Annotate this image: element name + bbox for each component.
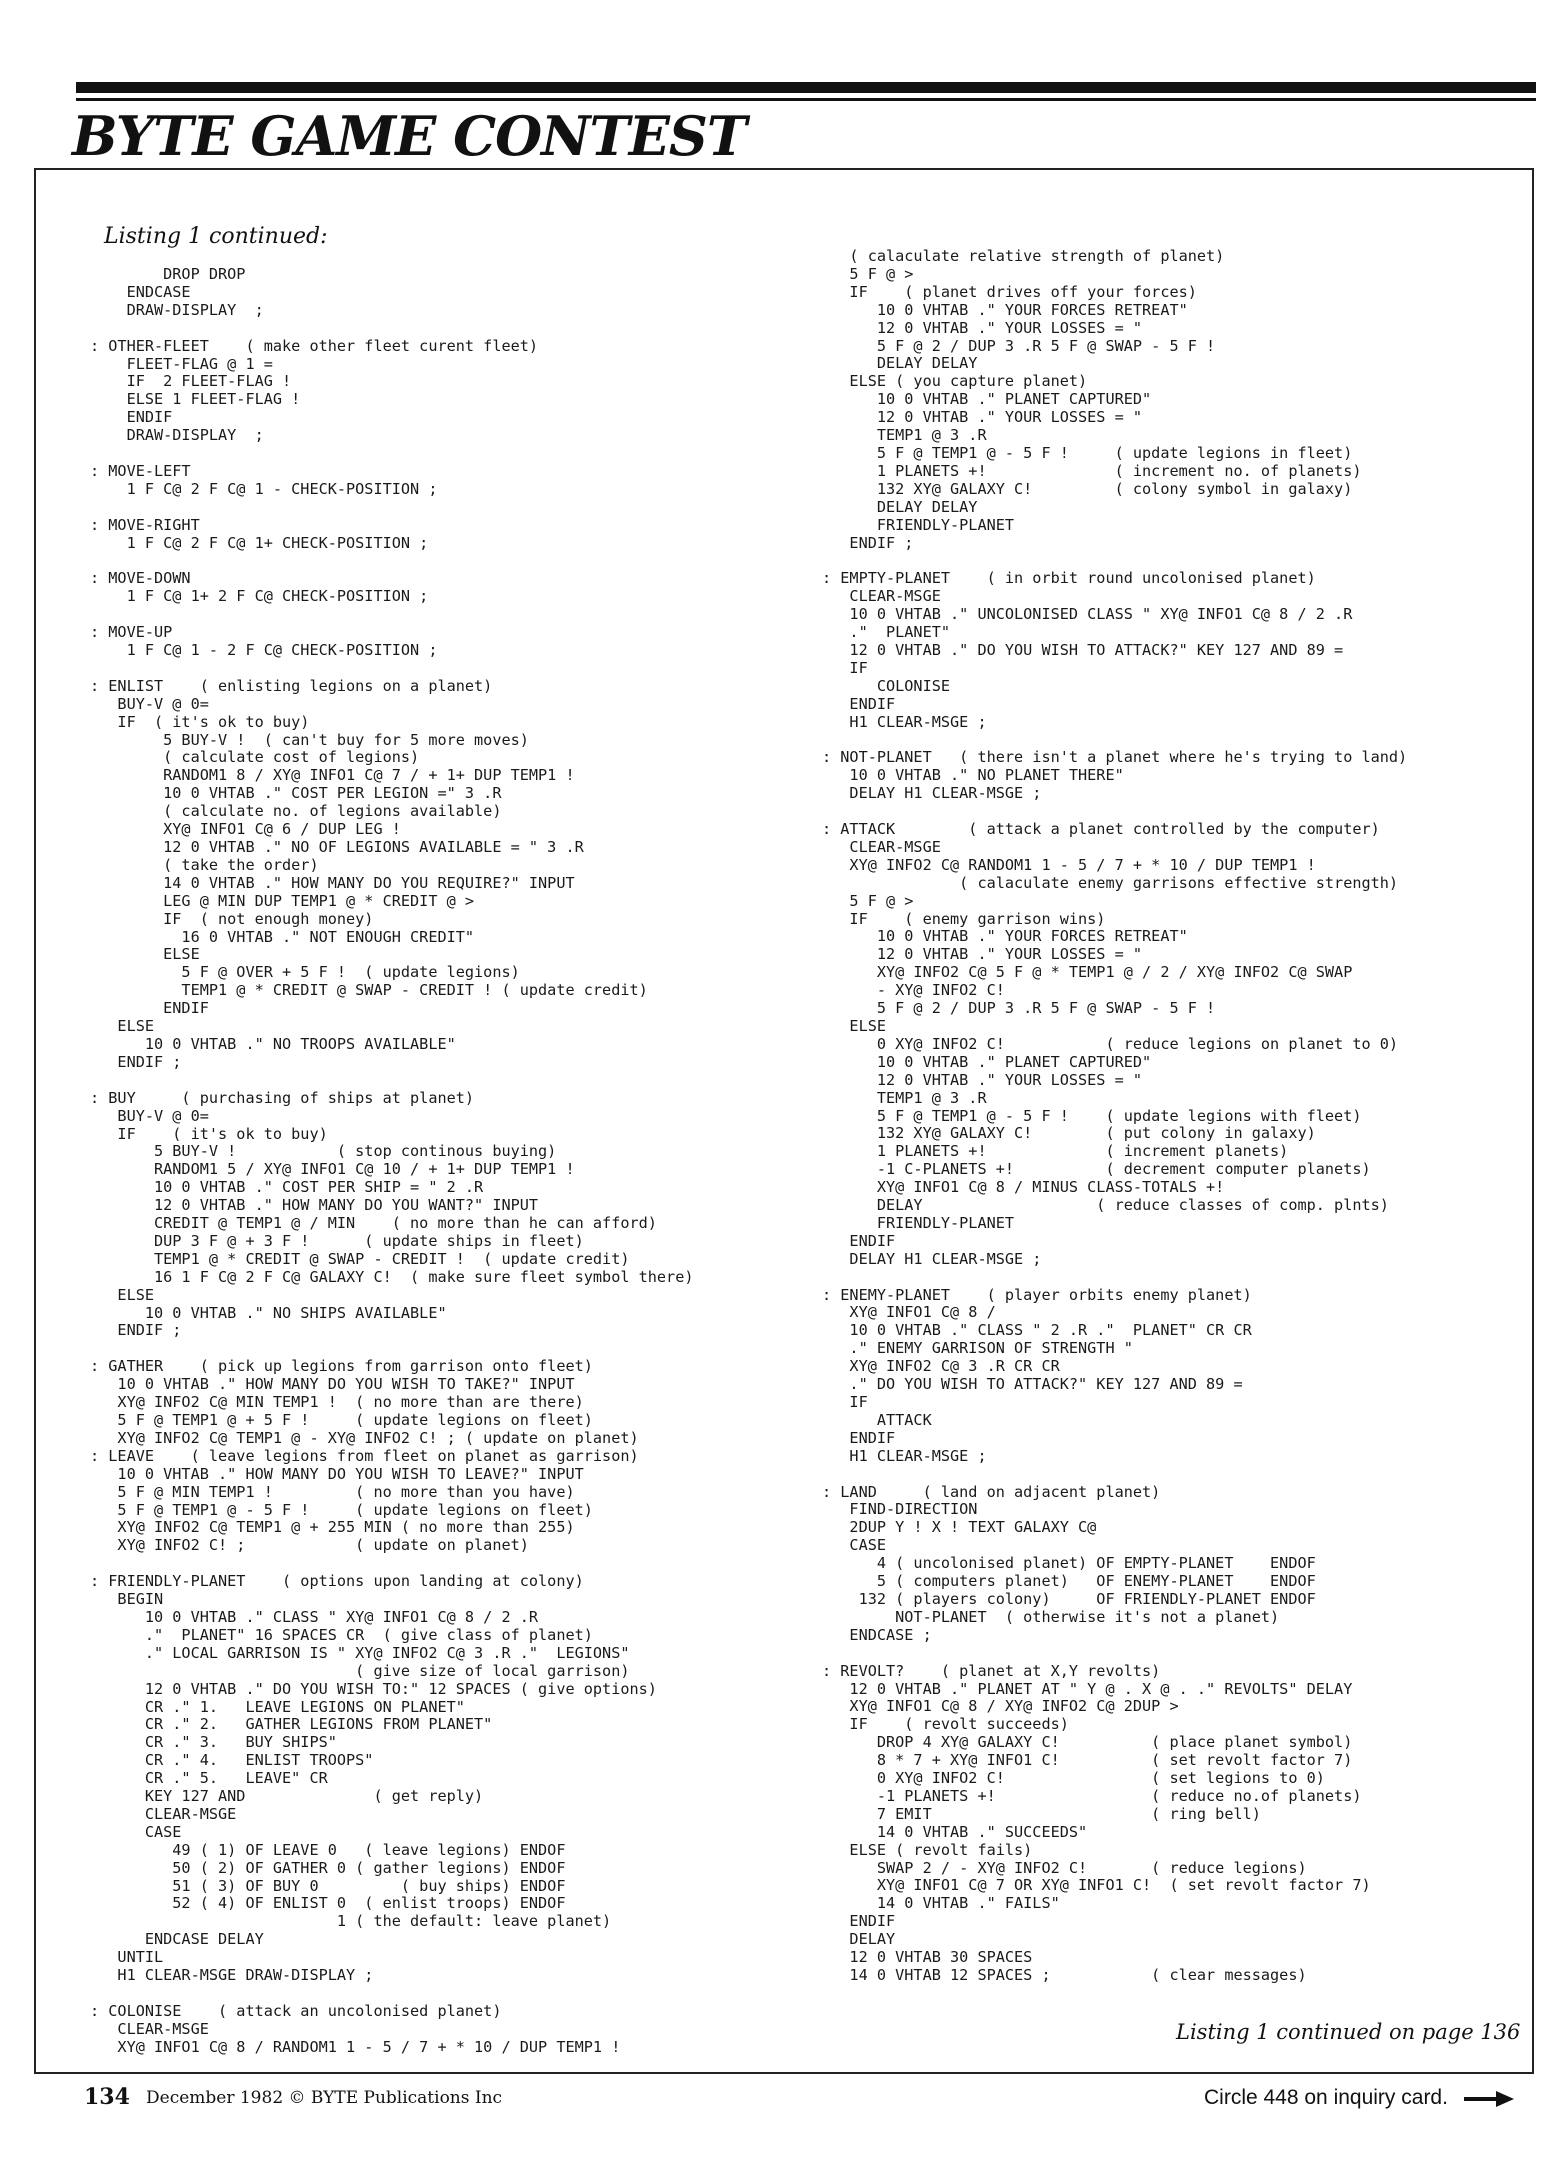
footer-credit: December 1982 © BYTE Publications Inc: [146, 2088, 503, 2108]
continued-note: Listing 1 continued on page 136: [1176, 2020, 1521, 2044]
code-column-right: ( calaculate relative strength of planet) 5 F @ > IF ( planet drives off your forces) 10 0 VHTAB ." YOUR FORCES RETREAT" 12 0 VHTAB ." YOUR LOSSES = " 5 F @ 2 / DUP 3 .R 5 F @ SWAP - 5 F ! DELAY DELAY ELSE ( you capture planet) 10 0 VHTAB ." PLANET CAPTURED" 12 0 VHTAB ." YOUR LOSSES = " TEMP1 @ 3 .R 5 F @ TEMP1 @ - 5 F ! ( update legions in fleet) 1 PLANETS +! ( increment no. of planets) 132 XY@ GALAXY C! ( colony symbol in galaxy) DELAY DELAY FRIENDLY-PLANET ENDIF ; : EMPTY-PLANET ( in orbit round uncolonised planet) CLEAR-MSGE 10 0 VHTAB ." UNCOLONISED CLASS " XY@ INFO1 C@ 8 / 2 .R ." PLANET" 12 0 VHTAB ." DO YOU WISH TO ATTACK?" KEY 127 AND 89 = IF COLONISE ENDIF H1 CLEAR-MSGE ; : NOT-PLANET ( there isn't a planet where he's trying to land) 10 0 VHTAB ." NO PLANET THERE" DELAY H1 CLEAR-MSGE ; : ATTACK ( attack a planet controlled by the computer) CLEAR-MSGE XY@ INFO2 C@ RANDOM1 1 - 5 / 7 + * 10 / DUP TEMP1 ! ( calaculate enemy garrisons effective strength) 5 F @ > IF ( enemy garrison wins) 10 0 VHTAB ." YOUR FORCES RETREAT" 12 0 VHTAB ." YOUR LOSSES = " XY@ INFO2 C@ 5 F @ * TEMP1 @ / 2 / XY@ INFO2 C@ SWAP - XY@ INFO2 C! 5 F @ 2 / DUP 3 .R 5 F @ SWAP - 5 F ! ELSE 0 XY@ INFO2 C! ( reduce legions on planet to 0) 10 0 VHTAB ." PLANET CAPTURED" 12 0 VHTAB ." YOUR LOSSES = " TEMP1 @ 3 .R 5 F @ TEMP1 @ - 5 F ! ( update legions with fleet) 132 XY@ GALAXY C! ( put colony in galaxy) 1 PLANETS +! ( increment planets) -1 C-PLANETS +! ( decrement computer planets) XY@ INFO1 C@ 8 / MINUS CLASS-TOTALS +! DELAY ( reduce classes of comp. plnts) FRIENDLY-PLANET ENDIF DELAY H1 CLEAR-MSGE ; : ENEMY-PLANET ( player orbits enemy planet) XY@ INFO1 C@ 8 / 10 0 VHTAB ." CLASS " 2 .R ." PLANET" CR CR ." ENEMY GARRISON OF STRENGTH " XY@ INFO2 C@ 3 .R CR CR ." DO YOU WISH TO ATTACK?" KEY 127 AND 89 = IF ATTACK ENDIF H1 CLEAR-MSGE ; : LAND ( land on adjacent planet) FIND-DIRECTION 2DUP Y ! X ! TEXT GALAXY C@ CASE 4 ( uncolonised planet) OF EMPTY-PLANET ENDOF 5 ( computers planet) OF ENEMY-PLANET ENDOF 132 ( players colony) OF FRIENDLY-PLANET ENDOF NOT-PLANET ( otherwise it's not a planet) ENDCASE ; : REVOLT? ( planet at X,Y revolts) 12 0 VHTAB ." PLANET AT " Y @ . X @ . ." REVOLTS" DELAY XY@ INFO1 C@ 8 / XY@ INFO2 C@ 2DUP > IF ( revolt succeeds) DROP 4 XY@ GALAXY C! ( place planet symbol) 8 * 7 + XY@ INFO1 C! ( set revolt factor 7) 0 XY@ INFO2 C! ( set legions to 0) -1 PLANETS +! ( reduce no.of planets) 7 EMIT ( ring bell) 14 0 VHTAB ." SUCCEEDS" ELSE ( revolt fails) SWAP 2 / - XY@ INFO2 C! ( reduce legions) XY@ INFO1 C@ 7 OR XY@ INFO1 C! ( set revolt factor 7) 14 0 VHTAB ." FAILS" ENDIF DELAY 12 0 VHTAB 30 SPACES 14 0 VHTAB 12 SPACES ; ( clear messages): [822, 247, 1408, 1984]
arrow-right-icon: [1464, 2089, 1514, 2109]
page-number: 134: [84, 2084, 130, 2110]
header-rule-thick: [76, 82, 1536, 93]
code-column-left: DROP DROP ENDCASE DRAW-DISPLAY ; : OTHER-FLEET ( make other fleet curent fleet) FLEET-FLAG @ 1 = IF 2 FLEET-FLAG ! ELSE 1 FLEET-FLAG ! ENDIF DRAW-DISPLAY ; : MOVE-LEFT 1 F C@ 2 F C@ 1 - CHECK-POSITION ; : MOVE-RIGHT 1 F C@ 2 F C@ 1+ CHECK-POSITION ; : MOVE-DOWN 1 F C@ 1+ 2 F C@ CHECK-POSITION ; : MOVE-UP 1 F C@ 1 - 2 F C@ CHECK-POSITION ; : ENLIST ( enlisting legions on a planet) BUY-V @ 0= IF ( it's ok to buy) 5 BUY-V ! ( can't buy for 5 more moves) ( calculate cost of legions) RANDOM1 8 / XY@ INFO1 C@ 7 / + 1+ DUP TEMP1 ! 10 0 VHTAB ." COST PER LEGION =" 3 .R ( calculate no. of legions available) XY@ INFO1 C@ 6 / DUP LEG ! 12 0 VHTAB ." NO OF LEGIONS AVAILABLE = " 3 .R ( take the order) 14 0 VHTAB ." HOW MANY DO YOU REQUIRE?" INPUT LEG @ MIN DUP TEMP1 @ * CREDIT @ > IF ( not enough money) 16 0 VHTAB ." NOT ENOUGH CREDIT" ELSE 5 F @ OVER + 5 F ! ( update legions) TEMP1 @ * CREDIT @ SWAP - CREDIT ! ( update credit) ENDIF ELSE 10 0 VHTAB ." NO TROOPS AVAILABLE" ENDIF ; : BUY ( purchasing of ships at planet) BUY-V @ 0= IF ( it's ok to buy) 5 BUY-V ! ( stop continous buying) RANDOM1 5 / XY@ INFO1 C@ 10 / + 1+ DUP TEMP1 ! 10 0 VHTAB ." COST PER SHIP = " 2 .R 12 0 VHTAB ." HOW MANY DO YOU WANT?" INPUT CREDIT @ TEMP1 @ / MIN ( no more than he can afford) DUP 3 F @ + 3 F ! ( update ships in fleet) TEMP1 @ * CREDIT @ SWAP - CREDIT ! ( update credit) 16 1 F C@ 2 F C@ GALAXY C! ( make sure fleet symbol there) ELSE 10 0 VHTAB ." NO SHIPS AVAILABLE" ENDIF ; : GATHER ( pick up legions from garrison onto fleet) 10 0 VHTAB ." HOW MANY DO YOU WISH TO TAKE?" INPUT XY@ INFO2 C@ MIN TEMP1 ! ( no more than are there) 5 F @ TEMP1 @ + 5 F ! ( update legions on fleet) XY@ INFO2 C@ TEMP1 @ - XY@ INFO2 C! ; ( update on planet) : LEAVE ( leave legions from fleet on planet as garrison) 10 0 VHTAB ." HOW MANY DO YOU WISH TO LEAVE?" INPUT 5 F @ MIN TEMP1 ! ( no more than you have) 5 F @ TEMP1 @ - 5 F ! ( update legions on fleet) XY@ INFO2 C@ TEMP1 @ + 255 MIN ( no more than 255) XY@ INFO2 C! ; ( update on planet) : FRIENDLY-PLANET ( options upon landing at colony) BEGIN 10 0 VHTAB ." CLASS " XY@ INFO1 C@ 8 / 2 .R ." PLANET" 16 SPACES CR ( give class of planet) ." LOCAL GARRISON IS " XY@ INFO2 C@ 3 .R ." LEGIONS" ( give size of local garrison) 12 0 VHTAB ." DO YOU WISH TO:" 12 SPACES ( give options) CR ." 1. LEAVE LEGIONS ON PLANET" CR ." 2. GATHER LEGIONS FROM PLANET" CR ." 3. BUY SHIPS" CR ." 4. ENLIST TROOPS" CR ." 5. LEAVE" CR KEY 127 AND ( get reply) CLEAR-MSGE CASE 49 ( 1) OF LEAVE 0 ( leave legions) ENDOF 50 ( 2) OF GATHER 0 ( gather legions) ENDOF 51 ( 3) OF BUY 0 ( buy ships) ENDOF 52 ( 4) OF ENLIST 0 ( enlist troops) ENDOF 1 ( the default: leave planet) ENDCASE DELAY UNTIL H1 CLEAR-MSGE DRAW-DISPLAY ; : COLONISE ( attack an uncolonised planet) CLEAR-MSGE XY@ INFO1 C@ 8 / RANDOM1 1 - 5 / 7 + * 10 / DUP TEMP1 !: [90, 265, 694, 2056]
listing-caption: Listing 1 continued:: [104, 224, 328, 249]
header-rule-thin: [76, 98, 1536, 101]
inquiry-note: Circle 448 on inquiry card.: [1204, 2086, 1448, 2109]
section-title: BYTE GAME CONTEST: [72, 104, 747, 168]
